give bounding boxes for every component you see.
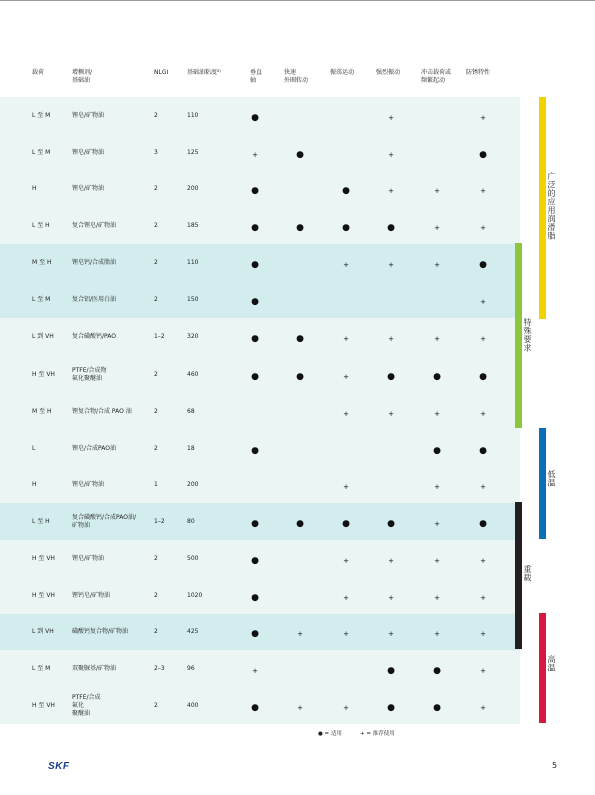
recommended-mark: + [388, 261, 394, 269]
column-header: 防锈特性 [466, 69, 491, 76]
cell-thickener: 锂皂钙/合成脂油 [72, 259, 117, 266]
category-label: 重载 [523, 565, 532, 582]
suitable-mark: ● [387, 519, 395, 529]
table-row [0, 318, 520, 355]
cell-thickener: 锂复合物/合成 PAO 油 [72, 408, 132, 415]
cell-load: L 至 M [32, 149, 51, 156]
cell-visc: 68 [187, 408, 195, 415]
cell-visc: 1020 [187, 592, 203, 599]
cell-load: M 至 H [32, 408, 52, 415]
suitable-mark: ● [251, 446, 259, 456]
recommended-mark: + [388, 335, 394, 343]
cell-visc: 200 [187, 185, 199, 192]
cell-visc: 320 [187, 333, 199, 340]
table-row [0, 467, 520, 503]
category-label: 广泛的应用润滑脂 [547, 172, 556, 240]
suitable-mark: ● [387, 666, 395, 676]
cell-visc: 400 [187, 702, 199, 709]
table-row [0, 171, 520, 207]
cell-load: L 至 M [32, 112, 51, 119]
cell-nlgi: 2 [154, 112, 158, 119]
recommended-mark: + [480, 483, 486, 491]
suitable-mark: ● [296, 150, 304, 160]
suitable-mark: ● [342, 186, 350, 196]
suitable-mark: ● [251, 260, 259, 270]
cell-nlgi: 1–2 [154, 518, 165, 525]
cell-thickener: 锂皂/矿物油 [72, 185, 105, 192]
cell-visc: 185 [187, 222, 199, 229]
category-bar [539, 97, 546, 319]
table-row [0, 244, 520, 281]
suitable-mark: ● [433, 703, 441, 713]
cell-visc: 110 [187, 112, 199, 119]
cell-thickener: 锂钙皂/矿物油 [72, 592, 111, 599]
recommended-mark: + [343, 704, 349, 712]
recommended-mark: + [343, 557, 349, 565]
recommended-mark: + [434, 483, 440, 491]
recommended-mark: + [434, 410, 440, 418]
cell-load: L 到 VH [32, 333, 54, 340]
column-header: 快速 外圈转动 [284, 69, 309, 84]
cell-nlgi: 2 [154, 296, 158, 303]
suitable-mark: ● [251, 334, 259, 344]
suitable-mark: ● [479, 150, 487, 160]
cell-thickener: 锂皂/矿物油 [72, 555, 105, 562]
suitable-mark: ● [251, 703, 259, 713]
recommended-mark: + [434, 335, 440, 343]
recommended-mark: + [434, 557, 440, 565]
cell-thickener: 磺酸钙复合物/矿物油 [72, 628, 129, 635]
recommended-mark: + [480, 187, 486, 195]
column-header: 振荡运动 [330, 69, 355, 76]
cell-thickener: 复合锂皂/矿物油 [72, 222, 117, 229]
cell-thickener: 复合磺酸钙/PAO [72, 333, 116, 340]
cell-nlgi: 2 [154, 222, 158, 229]
cell-visc: 460 [187, 371, 199, 378]
recommended-mark: + [480, 224, 486, 232]
recommended-mark: + [480, 335, 486, 343]
cell-load: H [32, 185, 37, 192]
recommended-mark: + [480, 630, 486, 638]
recommended-mark: + [388, 630, 394, 638]
suitable-mark: ● [251, 372, 259, 382]
recommended-mark: + [388, 151, 394, 159]
cell-nlgi: 2 [154, 702, 158, 709]
table-row [0, 394, 520, 430]
table-row [0, 134, 520, 171]
suitable-mark: ● [251, 297, 259, 307]
category-bar [515, 502, 522, 649]
table-row [0, 97, 520, 134]
recommended-mark: + [297, 704, 303, 712]
suitable-mark: ● [251, 593, 259, 603]
recommended-mark: + [480, 410, 486, 418]
recommended-mark: + [343, 335, 349, 343]
page-number: 5 [552, 761, 558, 770]
cell-load: L 至 H [32, 518, 50, 525]
recommended-mark: + [343, 410, 349, 418]
cell-nlgi: 1 [154, 481, 158, 488]
suitable-mark: ● [296, 372, 304, 382]
suitable-mark: ● [479, 372, 487, 382]
cell-nlgi: 2 [154, 445, 158, 452]
table-row [0, 430, 520, 467]
skf-logo: SKF [48, 761, 70, 772]
cell-load: H 至 VH [32, 371, 55, 378]
recommended-mark: + [480, 557, 486, 565]
column-header: 增稠剂/ 基础油 [72, 69, 93, 84]
column-header: 基础油粘度²⁾ [187, 69, 221, 76]
recommended-mark: + [434, 630, 440, 638]
cell-load: L 至 M [32, 296, 51, 303]
recommended-mark: + [343, 261, 349, 269]
table-row [0, 355, 520, 394]
cell-nlgi: 1–2 [154, 333, 165, 340]
recommended-mark: + [388, 594, 394, 602]
cell-nlgi: 2 [154, 408, 158, 415]
suitable-mark: ● [296, 519, 304, 529]
cell-load: L [32, 445, 36, 452]
suitable-mark: ● [251, 186, 259, 196]
cell-thickener: 锂皂/矿物油 [72, 481, 105, 488]
suitable-mark: ● [251, 629, 259, 639]
recommended-mark: + [343, 594, 349, 602]
suitable-mark: ● [296, 223, 304, 233]
suitable-mark: ● [479, 446, 487, 456]
recommended-mark: + [434, 224, 440, 232]
table-row [0, 577, 520, 614]
recommended-mark: + [388, 410, 394, 418]
column-header: 冲击载荷或 频繁起动 [421, 69, 452, 84]
suitable-mark: ● [342, 519, 350, 529]
suitable-mark: ● [251, 113, 259, 123]
suitable-mark: ● [479, 260, 487, 270]
suitable-mark: ● [296, 334, 304, 344]
cell-nlgi: 2 [154, 555, 158, 562]
cell-nlgi: 2 [154, 185, 158, 192]
cell-load: H 至 VH [32, 555, 55, 562]
table-row [0, 540, 520, 577]
suitable-mark: ● [479, 519, 487, 529]
recommended-mark: + [434, 594, 440, 602]
category-label: 低温 [547, 470, 556, 487]
suitable-mark: ● [387, 703, 395, 713]
recommended-mark: + [343, 483, 349, 491]
cell-nlgi: 2 [154, 371, 158, 378]
suitable-mark: ● [387, 372, 395, 382]
suitable-mark: ● [251, 556, 259, 566]
cell-thickener: 锂皂/矿物油 [72, 149, 105, 156]
cell-load: H [32, 481, 37, 488]
cell-visc: 110 [187, 259, 199, 266]
cell-nlgi: 2 [154, 259, 158, 266]
recommended-mark: + [434, 187, 440, 195]
cell-visc: 425 [187, 628, 199, 635]
recommended-mark: + [297, 630, 303, 638]
cell-visc: 150 [187, 296, 199, 303]
category-label: 高温 [547, 655, 556, 672]
recommended-mark: + [252, 151, 258, 159]
suitable-mark: ● [433, 446, 441, 456]
cell-load: L 到 VH [32, 628, 54, 635]
cell-visc: 500 [187, 555, 199, 562]
recommended-mark: + [480, 667, 486, 675]
legend-plus: + = 推荐使用 [360, 731, 395, 737]
cell-visc: 96 [187, 665, 195, 672]
suitable-mark: ● [433, 372, 441, 382]
cell-load: H 至 VH [32, 592, 55, 599]
recommended-mark: + [434, 520, 440, 528]
cell-load: H 至 VH [32, 702, 55, 709]
cell-thickener: 锂皂/矿物油 [72, 112, 105, 119]
cell-nlgi: 2 [154, 628, 158, 635]
cell-thickener: 双聚脲基/矿物油 [72, 665, 117, 672]
recommended-mark: + [388, 187, 394, 195]
suitable-mark: ● [387, 223, 395, 233]
column-header: 强烈振动 [376, 69, 401, 76]
recommended-mark: + [388, 557, 394, 565]
cell-thickener: PTFE/合成物 氟化聚醚油 [72, 367, 107, 382]
table-row [0, 503, 520, 540]
table-row [0, 650, 520, 687]
suitable-mark: ● [251, 519, 259, 529]
cell-thickener: 复合铝/医用白油 [72, 296, 117, 303]
cell-load: L 至 H [32, 222, 50, 229]
recommended-mark: + [434, 261, 440, 269]
cell-thickener: 锂皂/合成PAO油 [72, 445, 116, 452]
suitable-mark: ● [251, 223, 259, 233]
cell-visc: 80 [187, 518, 195, 525]
table-row [0, 614, 520, 650]
cell-visc: 200 [187, 481, 199, 488]
cell-load: L 至 M [32, 665, 51, 672]
recommended-mark: + [343, 630, 349, 638]
cell-nlgi: 3 [154, 149, 158, 156]
legend-dot: ● = 适用 [318, 731, 342, 737]
recommended-mark: + [388, 114, 394, 122]
column-header: 垂直 轴 [250, 69, 263, 84]
cell-thickener: 复合磺酸钙/合成PAO油/ 矿物油 [72, 514, 136, 529]
suitable-mark: ● [342, 223, 350, 233]
column-header: 载荷 [32, 69, 45, 76]
cell-thickener: PTFE/合成 氟化 聚醚油 [72, 694, 101, 717]
table-row [0, 687, 520, 724]
recommended-mark: + [480, 704, 486, 712]
cell-nlgi: 2–3 [154, 665, 165, 672]
suitable-mark: ● [433, 666, 441, 676]
category-label: 特殊要求 [523, 318, 532, 352]
cell-visc: 18 [187, 445, 195, 452]
category-bar [515, 243, 522, 428]
top-rule [0, 0, 595, 1]
cell-nlgi: 2 [154, 592, 158, 599]
category-bar [539, 613, 546, 723]
recommended-mark: + [480, 298, 486, 306]
recommended-mark: + [252, 667, 258, 675]
table-row [0, 207, 520, 244]
recommended-mark: + [480, 114, 486, 122]
category-bar [539, 428, 546, 539]
table-row [0, 281, 520, 318]
recommended-mark: + [343, 373, 349, 381]
recommended-mark: + [480, 594, 486, 602]
cell-load: M 至 H [32, 259, 52, 266]
column-header: NLGI [154, 69, 169, 76]
cell-visc: 125 [187, 149, 199, 156]
